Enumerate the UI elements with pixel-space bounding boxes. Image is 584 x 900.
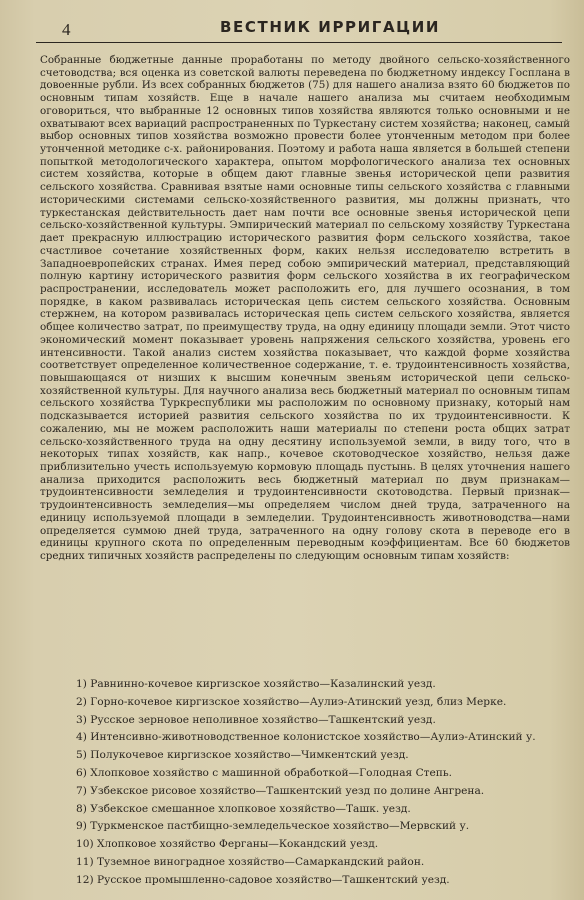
journal-title: ВЕСТНИК ИРРИГАЦИИ bbox=[220, 18, 440, 36]
list-item: 8) Узбекское смешанное хлопковое хозяйство—Ташк. уезд. bbox=[76, 802, 411, 815]
farm-types-list bbox=[76, 676, 572, 890]
list-item: 1) Равнинно-кочевое киргизское хозяйство—Казалинский уезд. bbox=[76, 678, 436, 690]
list-item: 5) Полукочевое киргизское хозяйство—Чимкентский уезд. bbox=[76, 749, 409, 762]
list-item: 7) Узбекское рисовое хозяйство—Ташкентский уезд по долине Ангрена. bbox=[76, 784, 485, 797]
list-item: 3) Русское зерновое неполивное хозяйство—Ташкентский уезд. bbox=[76, 713, 436, 726]
header-rule bbox=[36, 42, 562, 43]
list-item: 6) Хлопковое хозяйство с машинной обработкой—Голодная Степь. bbox=[76, 766, 453, 779]
page-header bbox=[36, 14, 554, 42]
body-text bbox=[40, 54, 570, 563]
list-item: 10) Хлопковое хозяйство Ферганы—Кокандский уезд. bbox=[76, 838, 379, 851]
list-item: 9) Туркменское пастбищно-земледельческое хозяйство—Мервский у. bbox=[76, 820, 470, 833]
list-item: 4) Интенсивно-животноводственное колонистское хозяйство—Аулиэ-Атинский у. bbox=[76, 731, 536, 744]
list-item: 12) Русское промышленно-садовое хозяйство—Ташкентский уезд. bbox=[76, 873, 450, 886]
list-item: 2) Горно-кочевое киргизское хозяйство—Аулиэ-Атинский уезд, близ Мерке. bbox=[76, 695, 507, 708]
page-number: 4 bbox=[62, 20, 71, 39]
list-item: 11) Туземное виноградное хозяйство—Самаркандский район. bbox=[76, 855, 425, 868]
main-paragraph: Собранные бюджетные данные проработаны по методу двойного сельско-хозяйственного счетоводства; вся оценка из советской валюты переведена по бюджетному индексу Госплана в довоенные рубли. Из всех собранных бюджетов (75) для нашего анализа взято 60 бюджетов по основным типам хозяйств. Еще в начале нашего анализа мы считаем необходимым оговориться, что выбранные 12 основных типов хозяйства являются только основными и не охватывают всех вариаций распространенных по Туркестану систем хозяйства; наконец, самый выбор основных типов хозяйства возможно провести более утонченным методом при более утонченной методике с-х. районирования. Поэтому и работа наша является в большей степени попыткой методологического характера, опытом морфологического анализа тех основных систем хозяйства, которые в общем дают главные звенья исторической цепи развития сельского хозяйства. Сравнивая взятые нами основные типы сельского хозяйства с главными историческими системами сельско-хозяйственного развития, мы должны признать, что туркестанская действительность дает нам почти все основные звенья исторической цепи сельско-хозяйственной культуры. Эмпирический материал по сельскому хозяйству Туркестана дает прекрасную иллюстрацию исторического развития форм сельского хозяйства, такое счастливое сочетание хозяйственных форм, каких нельзя исследователю встретить в Западноевропейских странах. Имея перед собою эмпирический материал, представляющий полную картину исторического развития форм сельского хозяйства в их географическом распространении, исследователь может расположить его, для лучшего осознания, в том порядке, в каком развивалась историческая цепь систем сельского хозяйства. Основным стержнем, на котором развивалась историческая цепь систем сельского хозяйства, является общее количество затрат, по преимуществу труда, на одну единицу площади земли. Этот чисто экономический момент показывает уровень напряжения сельского хозяйства, уровень его интенсивности. Такой анализ систем хозяйства показывает, что каждой форме хозяйства соответствует определенное количественное содержание, т. е. трудоинтенсивность хозяйства, повышающаяся от низших к высшим конечным звеньям исторической цепи сельско-хозяйственной культуры. Для научного анализа весь бюджетный материал по основным типам сельского хозяйства Туркреспублики мы расположим по основному признаку, который нам подсказывается историей развития сельского хозяйства по их трудоинтенсивности. К сожалению, мы не можем расположить наши материалы по степени роста общих затрат сельско-хозяйственного труда на одну десятину используемой земли, в виду того, что в некоторых типах хозяйств, как напр., кочевое скотоводческое хозяйство, нельзя даже приблизительно учесть используемую кормовую площадь пустынь. В целях уточнения нашего анализа приходится расположить весь бюджетный материал по двум признакам—трудоинтенсивности земледелия и трудоинтенсивности скотоводства. Первый признак—трудоинтенсивность земледелия—мы определяем числом дней труда, затраченного на единицу используемой площади в земледелии. Трудоинтенсивность животноводства—нами определяется суммою дней труда, затраченного на одну голову скота в переводе его в единицы крупного скота по определенным переводным коэффициентам. Все 60 бюджетов средних типичных хозяйств распределены по следующим основным типам хозяйств: bbox=[40, 54, 570, 563]
